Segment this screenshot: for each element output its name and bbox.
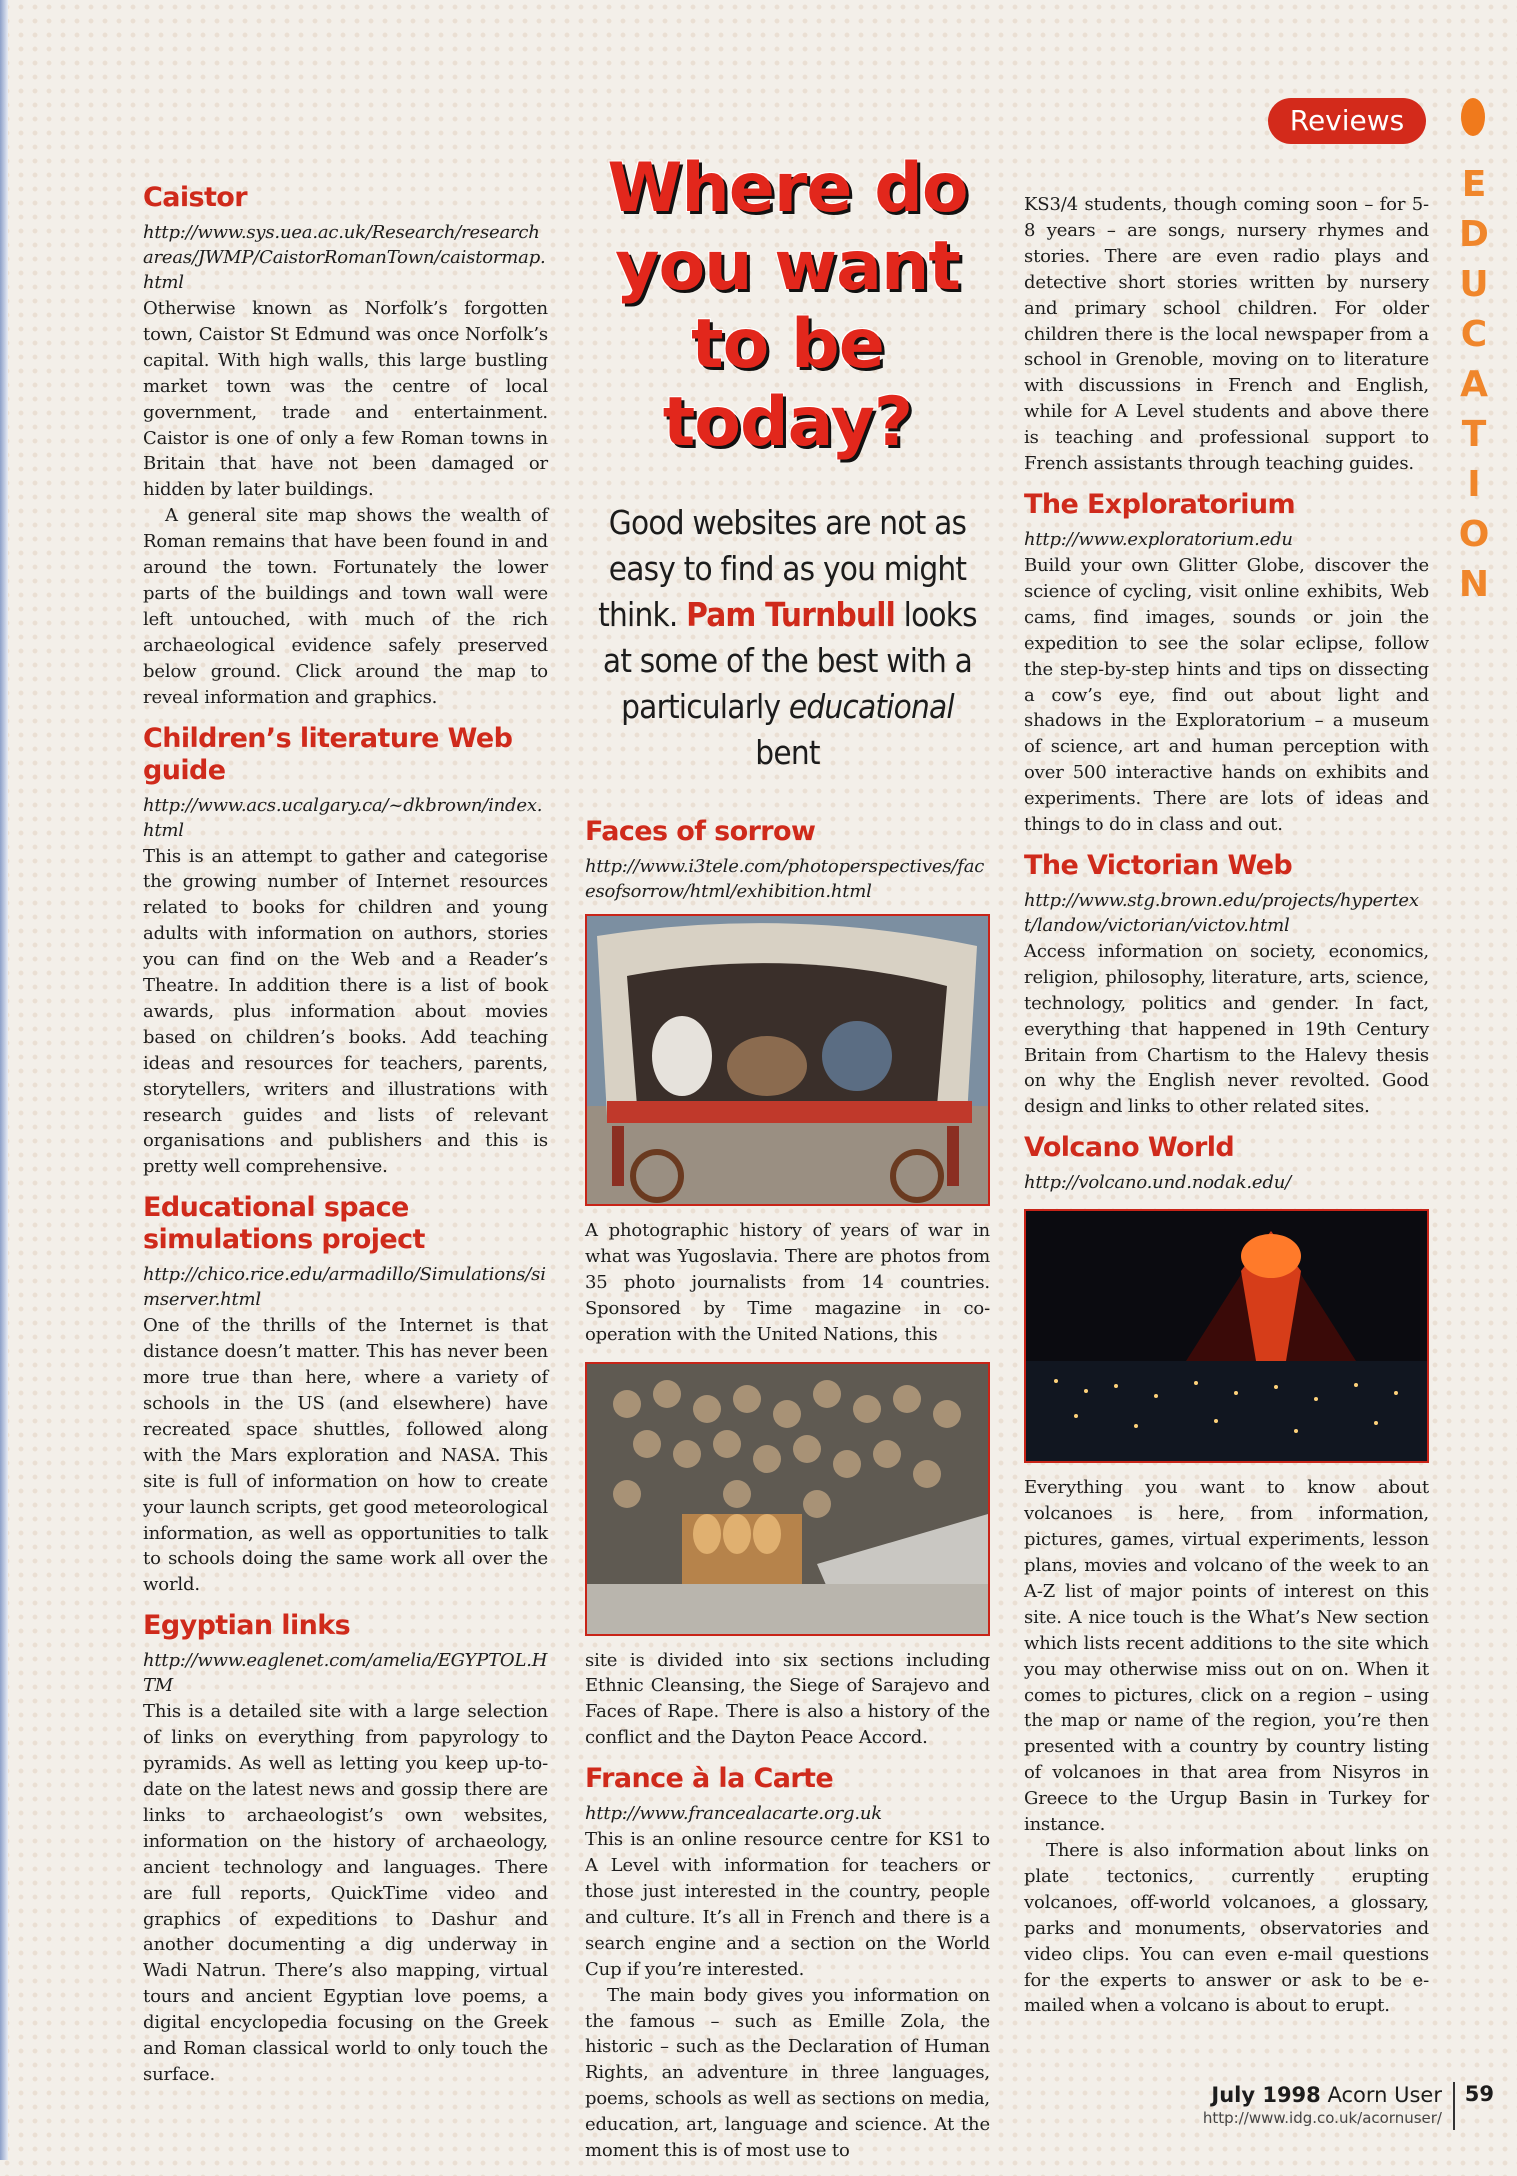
side-letter: D xyxy=(1459,214,1489,255)
side-letter: I xyxy=(1467,464,1481,505)
page-number: 59 xyxy=(1453,2082,1494,2130)
review-title: The Victorian Web xyxy=(1024,849,1293,881)
review-url[interactable]: http://www.francealacarte.org.uk xyxy=(585,1803,882,1825)
review-url[interactable]: http://www.stg.brown.edu/projects/hypertext/landow/victorian/victov.html xyxy=(1024,889,1419,936)
review-body: A photographic history of years of war in what was Yugoslavia. There are photos from 35 photo journalists from 14 countries. Sponsored by Time magazine in co-operation with the United Nations, this xyxy=(585,1220,990,1345)
side-letter: A xyxy=(1460,364,1488,405)
review-body: This is an online resource centre for KS1 to A Level with information for teachers or those just interested in the country, people and culture. It’s all in French and there is a search engine and a section on the World Cup if you’re interested. xyxy=(585,1829,990,1980)
review-body: One of the thrills of the Internet is that distance doesn’t matter. This has never been more true than here, where a variety of schools in the US (and elsewhere) have recreated space shuttles, followed along with the Mars exploration and NASA. This site is full of information on how to create your launch scripts, get good meteorological information, as well as opportunities to talk to schools doing the same work all over the world. xyxy=(143,1315,548,1596)
crowd-bread-photo xyxy=(585,1362,990,1636)
review-title: France à la Carte xyxy=(585,1763,834,1795)
side-letter: U xyxy=(1459,264,1489,305)
page-edge xyxy=(0,0,8,2160)
review-url[interactable]: http://volcano.und.nodak.edu/ xyxy=(1024,1172,1291,1194)
middle-column xyxy=(585,150,990,2176)
review-url[interactable]: http://www.exploratorium.edu xyxy=(1024,528,1293,550)
refugee-cart-photo-image xyxy=(587,916,988,1204)
review-title: The Exploratorium xyxy=(1024,488,1296,520)
review-exploratorium xyxy=(1024,489,1429,838)
volcano-eruption-photo xyxy=(1024,1209,1429,1463)
review-body: Build your own Glitter Globe, discover the science of cycling, visit online exhibits, Web cams, find images, sounds or join the expedition to see the solar eclipse, follow the step-by-step hints and tips on dissecting a cow’s eye, find out about light and shadows in the Exploratorium – a museum of science, art and human perception with over 500 interactive hands on exhibits and experiments. There are lots of ideas and things to do in class and out. xyxy=(1024,554,1429,836)
review-title: Faces of sorrow xyxy=(585,816,816,847)
side-letter: O xyxy=(1458,514,1490,555)
review-body: The main body gives you information on the famous – such as Emille Zola, the historic – such as the Declaration of Human Rights, an adventure in three languages, poems, schools as well as sections on media, education, art, language and science. At the moment this is of most use to xyxy=(585,1984,990,2162)
magazine-name: Acorn User xyxy=(1327,2083,1442,2107)
magazine-url[interactable]: http://www.idg.co.uk/acornuser/ xyxy=(1202,2109,1442,2127)
standfirst-text: Good websites are not as easy to find as you might think. xyxy=(598,503,967,634)
review-france-continued xyxy=(1024,192,1429,477)
review-body: KS3/4 students, though coming soon – for 5-8 years – are songs, nursery rhymes and stories. There are even radio plays and detective short stories written by nursery and primary school children. For older children there is the local newspaper from a school in Grenoble, moving on to literature with discussions in French and English, while for A Level students and above there is teaching and professional support to French assistants through teaching guides. xyxy=(1024,194,1429,475)
review-url[interactable]: http://www.sys.uea.ac.uk/Research/researchareas/JWMP/CaistorRomanTown/caistormap.html xyxy=(143,222,546,293)
side-letter: T xyxy=(1461,414,1487,455)
crowd-bread-photo-image xyxy=(587,1364,988,1634)
review-title: Educational space simulations project xyxy=(143,1192,425,1256)
review-title: Volcano World xyxy=(1024,1132,1235,1164)
volcano-eruption-photo-image xyxy=(1026,1211,1427,1461)
review-caistor xyxy=(143,182,548,711)
review-body: This is an attempt to gather and categorise the growing number of Internet resources related to books for children and young adults with information on authors, stories you can find on the Web and a Reader’s Theatre. In addition there is a list of book awards, plus information about movies based on children’s books. Add teaching ideas and resources for teachers, parents, storytellers, writers and illustrations with research guides and lists of relevant organisations and publishers and this is pretty well comprehensive. xyxy=(143,845,548,1178)
issue-date: July 1998 xyxy=(1211,2083,1321,2107)
review-url[interactable]: http://www.acs.ucalgary.ca/~dkbrown/index.html xyxy=(143,794,543,841)
review-body: Otherwise known as Norfolk’s forgotten town, Caistor St Edmund was once Norfolk’s capital. With high walls, this large bustling market town was the centre of local government, trade and entertainment. Caistor is one of only a few Roman towns in Britain that have not been damaged or hidden by later buildings. xyxy=(143,298,548,501)
review-body: A general site map shows the wealth of Roman remains that have been found in and around the town. Fortunately the lower parts of the buildings and town wall were left untouched, with much of the rich archaeological evidence safely preserved below ground. Click around the map to reveal information and graphics. xyxy=(143,505,548,708)
review-egyptian-links xyxy=(143,1610,548,2088)
standfirst-text: looks at some of the best with a particularly xyxy=(602,595,977,726)
side-letter: N xyxy=(1458,564,1490,605)
reviews-section-tab: Reviews xyxy=(1268,98,1426,144)
review-title: Caistor xyxy=(143,182,247,213)
standfirst-text: bent xyxy=(755,733,820,772)
left-column xyxy=(143,182,548,2100)
standfirst xyxy=(585,500,990,776)
page-footer xyxy=(1202,2082,1494,2128)
side-letter: E xyxy=(1461,164,1487,205)
review-title: Egyptian links xyxy=(143,1610,351,1642)
education-side-label xyxy=(1454,160,1494,610)
review-body: This is a detailed site with a large selection of links on everything from papyrology to pyramids. As well as letting you keep up-to-date on the latest news and gossip there are links to archaeologist’s own websites, information on the history of archaeology, ancient technology and languages. There are full reports, QuickTime video and graphics of expeditions to Dashur and another documenting a dig underway in Wadi Natrun. There’s also mapping, virtual tours and ancient Egyptian love poems, a digital encyclopedia focusing on the Greek and Roman classical world to only touch the surface. xyxy=(143,1701,548,2085)
side-letter: C xyxy=(1460,314,1488,355)
review-body: Everything you want to know about volcanoes is here, from information, pictures, games, virtual experiments, lesson plans, movies and volcano of the week to an A-Z list of major points of interest on this site. A nice touch is the What’s New section which lists recent additions to the site which you may otherwise miss out on on. When it comes to pictures, click on a region – using the map or name of the region, you’re then presented with a country by country listing of volcanoes in that area from Nisyros in Greece to the Urgup Basin in Turkey for instance. xyxy=(1024,1477,1429,1836)
review-space-simulations xyxy=(143,1192,548,1598)
review-victorian-web xyxy=(1024,850,1429,1120)
review-url[interactable]: http://www.eaglenet.com/amelia/EGYPTOL.HTM xyxy=(143,1650,548,1697)
section-marker-icon xyxy=(1461,98,1485,136)
review-body: Access information on society, economics, religion, philosophy, literature, arts, science, technology, politics and gender. In fact, everything that happened in 19th Century Britain from Chartism to the Halevy thesis on why the English never revolted. Good design and links to other related sites. xyxy=(1024,940,1429,1118)
refugee-cart-photo xyxy=(585,914,990,1206)
review-body: site is divided into six sections including Ethnic Cleansing, the Siege of Sarajevo and Faces of Rape. There is also a history of the conflict and the Dayton Peace Accord. xyxy=(585,1649,990,1749)
author-name: Pam Turnbull xyxy=(686,595,895,634)
right-column xyxy=(1024,192,1429,2031)
footer-line xyxy=(1203,2082,1442,2108)
review-url[interactable]: http://chico.rice.edu/armadillo/Simulations/simserver.html xyxy=(143,1264,546,1311)
review-url[interactable]: http://www.i3tele.com/photoperspectives/facesofsorrow/html/exhibition.html xyxy=(585,856,985,902)
standfirst-emphasis: educational xyxy=(788,687,954,726)
review-volcano-world xyxy=(1024,1132,1429,2019)
review-france-a-la-carte xyxy=(585,1763,990,2164)
review-body: There is also information about links on plate tectonics, currently erupting volcanoes, off-world volcanoes, a glossary, parks and monuments, observatories and video clips. You can even e-mail questions for the experts to answer or ask to be e-mailed when a volcano is about to erupt. xyxy=(1024,1839,1429,2017)
headline: Where do you want to be today? xyxy=(607,149,968,462)
review-childrens-literature xyxy=(143,723,548,1181)
review-title: Children’s literature Web guide xyxy=(143,722,513,786)
review-faces-of-sorrow xyxy=(585,816,990,1751)
